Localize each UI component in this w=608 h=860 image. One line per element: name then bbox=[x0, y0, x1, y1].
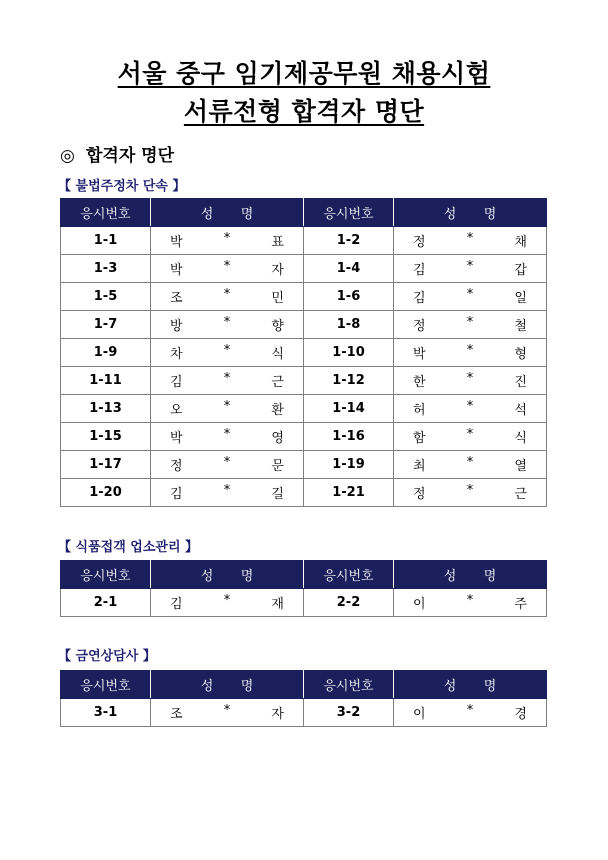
header-row bbox=[61, 671, 547, 699]
header-row bbox=[61, 561, 547, 589]
applicant-no: 1-16 bbox=[304, 423, 394, 451]
header-name-a: 성 bbox=[200, 679, 214, 694]
applicant-name bbox=[394, 339, 547, 367]
section-label: 【 금연상담사 】 bbox=[58, 649, 156, 664]
name-parts bbox=[394, 399, 546, 418]
header-name bbox=[394, 199, 547, 227]
name-char: 자 bbox=[271, 707, 284, 722]
double-circle-icon: ◎ bbox=[60, 146, 75, 166]
name-parts bbox=[151, 427, 303, 446]
applicant-no: 1-12 bbox=[304, 367, 394, 395]
name-char: 박 bbox=[170, 235, 183, 250]
table-row bbox=[61, 423, 547, 451]
header-name bbox=[151, 671, 304, 699]
name-parts bbox=[394, 231, 546, 250]
applicant-name bbox=[394, 423, 547, 451]
name-char: 식 bbox=[514, 431, 527, 446]
name-char: 진 bbox=[514, 375, 527, 390]
name-char: 정 bbox=[170, 459, 183, 474]
applicant-no: 1-14 bbox=[304, 395, 394, 423]
name-char: 최 bbox=[413, 459, 426, 474]
name-parts bbox=[394, 703, 546, 722]
table-row bbox=[61, 283, 547, 311]
applicant-no: 1-4 bbox=[304, 255, 394, 283]
mask-asterisk: * bbox=[466, 455, 474, 470]
name-parts bbox=[151, 399, 303, 418]
name-char: 조 bbox=[170, 707, 183, 722]
applicant-no: 1-11 bbox=[61, 367, 151, 395]
name-char: 표 bbox=[271, 235, 284, 250]
mask-asterisk: * bbox=[466, 399, 474, 414]
name-char: 차 bbox=[170, 347, 183, 362]
applicant-name bbox=[394, 479, 547, 507]
mask-asterisk: * bbox=[223, 399, 231, 414]
mask-asterisk: * bbox=[466, 703, 474, 718]
name-char: 박 bbox=[170, 263, 183, 278]
name-char: 식 bbox=[271, 347, 284, 362]
applicant-name bbox=[151, 283, 304, 311]
applicant-name bbox=[151, 451, 304, 479]
header-name-a: 성 bbox=[443, 569, 457, 584]
applicant-no: 1-1 bbox=[61, 227, 151, 255]
table-row bbox=[61, 339, 547, 367]
applicant-no: 1-9 bbox=[61, 339, 151, 367]
name-char: 재 bbox=[271, 597, 284, 612]
header-name-b: 명 bbox=[240, 679, 254, 694]
mask-asterisk: * bbox=[223, 483, 231, 498]
header-name-b: 명 bbox=[483, 679, 497, 694]
applicant-name bbox=[394, 227, 547, 255]
applicant-name bbox=[394, 255, 547, 283]
mask-asterisk: * bbox=[466, 315, 474, 330]
header-name-b: 명 bbox=[483, 207, 497, 222]
name-char: 김 bbox=[170, 375, 183, 390]
header-name-a: 성 bbox=[200, 207, 214, 222]
mask-asterisk: * bbox=[223, 427, 231, 442]
applicant-name bbox=[151, 699, 304, 727]
name-char: 영 bbox=[271, 431, 284, 446]
name-char: 근 bbox=[271, 375, 284, 390]
mask-asterisk: * bbox=[466, 287, 474, 302]
applicant-name bbox=[151, 423, 304, 451]
name-char: 김 bbox=[413, 291, 426, 306]
applicant-no: 2-1 bbox=[61, 589, 151, 617]
name-char: 이 bbox=[413, 597, 426, 612]
name-parts bbox=[394, 315, 546, 334]
applicant-name bbox=[151, 339, 304, 367]
roster-table bbox=[60, 560, 547, 617]
name-parts bbox=[394, 287, 546, 306]
applicant-no: 1-19 bbox=[304, 451, 394, 479]
name-parts bbox=[151, 315, 303, 334]
header-row bbox=[61, 199, 547, 227]
section-heading-text: 합격자 명단 bbox=[86, 146, 175, 166]
name-parts bbox=[394, 427, 546, 446]
name-char: 한 bbox=[413, 375, 426, 390]
header-name-b: 명 bbox=[240, 569, 254, 584]
name-char: 환 bbox=[271, 403, 284, 418]
header-name bbox=[151, 561, 304, 589]
mask-asterisk: * bbox=[466, 483, 474, 498]
applicant-no: 1-5 bbox=[61, 283, 151, 311]
name-parts bbox=[394, 483, 546, 502]
name-parts bbox=[151, 259, 303, 278]
name-char: 석 bbox=[514, 403, 527, 418]
mask-asterisk: * bbox=[466, 231, 474, 246]
name-char: 이 bbox=[413, 707, 426, 722]
name-char: 허 bbox=[413, 403, 426, 418]
header-name bbox=[151, 199, 304, 227]
applicant-no: 1-8 bbox=[304, 311, 394, 339]
name-char: 김 bbox=[413, 263, 426, 278]
name-parts bbox=[394, 593, 546, 612]
header-applicant-no: 응시번호 bbox=[304, 671, 394, 699]
mask-asterisk: * bbox=[466, 593, 474, 608]
mask-asterisk: * bbox=[223, 315, 231, 330]
applicant-no: 1-10 bbox=[304, 339, 394, 367]
table-row bbox=[61, 367, 547, 395]
name-parts bbox=[394, 455, 546, 474]
header-name-b: 명 bbox=[240, 207, 254, 222]
table-row bbox=[61, 311, 547, 339]
applicant-no: 1-15 bbox=[61, 423, 151, 451]
name-char: 박 bbox=[170, 431, 183, 446]
table-row bbox=[61, 227, 547, 255]
table-row bbox=[61, 255, 547, 283]
applicant-name bbox=[151, 589, 304, 617]
name-char: 길 bbox=[271, 487, 284, 502]
section-label: 【 식품접객 업소관리 】 bbox=[58, 540, 199, 555]
applicant-no: 1-21 bbox=[304, 479, 394, 507]
mask-asterisk: * bbox=[466, 371, 474, 386]
name-parts bbox=[151, 231, 303, 250]
header-name-a: 성 bbox=[443, 679, 457, 694]
mask-asterisk: * bbox=[466, 259, 474, 274]
name-char: 열 bbox=[514, 459, 527, 474]
name-char: 조 bbox=[170, 291, 183, 306]
name-char: 근 bbox=[514, 487, 527, 502]
name-char: 철 bbox=[514, 319, 527, 334]
applicant-no: 1-20 bbox=[61, 479, 151, 507]
document-title-line1: 서울 중구 임기제공무원 채용시험 bbox=[117, 59, 491, 88]
applicant-no: 1-17 bbox=[61, 451, 151, 479]
name-parts bbox=[394, 259, 546, 278]
header-applicant-no: 응시번호 bbox=[304, 199, 394, 227]
applicant-name bbox=[151, 395, 304, 423]
applicant-name bbox=[394, 451, 547, 479]
name-parts bbox=[151, 287, 303, 306]
name-char: 박 bbox=[413, 347, 426, 362]
name-char: 경 bbox=[514, 707, 527, 722]
name-char: 김 bbox=[170, 597, 183, 612]
applicant-name bbox=[151, 311, 304, 339]
applicant-name bbox=[394, 395, 547, 423]
applicant-name bbox=[394, 699, 547, 727]
mask-asterisk: * bbox=[223, 371, 231, 386]
header-name-a: 성 bbox=[200, 569, 214, 584]
document-title-line2: 서류전형 합격자 명단 bbox=[183, 97, 425, 126]
mask-asterisk: * bbox=[466, 427, 474, 442]
mask-asterisk: * bbox=[223, 343, 231, 358]
applicant-name bbox=[394, 311, 547, 339]
mask-asterisk: * bbox=[223, 455, 231, 470]
name-parts bbox=[394, 343, 546, 362]
name-char: 향 bbox=[271, 319, 284, 334]
header-applicant-no: 응시번호 bbox=[61, 199, 151, 227]
section-heading bbox=[60, 141, 174, 166]
roster-table bbox=[60, 670, 547, 727]
applicant-no: 1-2 bbox=[304, 227, 394, 255]
applicant-name bbox=[151, 367, 304, 395]
mask-asterisk: * bbox=[223, 593, 231, 608]
roster-table bbox=[60, 198, 547, 507]
name-parts bbox=[151, 343, 303, 362]
applicant-name bbox=[394, 283, 547, 311]
mask-asterisk: * bbox=[223, 231, 231, 246]
header-name-b: 명 bbox=[483, 569, 497, 584]
mask-asterisk: * bbox=[223, 703, 231, 718]
header-name-a: 성 bbox=[443, 207, 457, 222]
table-row bbox=[61, 479, 547, 507]
name-char: 문 bbox=[271, 459, 284, 474]
name-char: 주 bbox=[514, 597, 527, 612]
name-char: 함 bbox=[413, 431, 426, 446]
applicant-no: 3-1 bbox=[61, 699, 151, 727]
header-applicant-no: 응시번호 bbox=[61, 671, 151, 699]
table-row bbox=[61, 451, 547, 479]
name-parts bbox=[151, 703, 303, 722]
name-char: 갑 bbox=[514, 263, 527, 278]
applicant-no: 3-2 bbox=[304, 699, 394, 727]
name-char: 일 bbox=[514, 291, 527, 306]
table-row bbox=[61, 395, 547, 423]
name-char: 김 bbox=[170, 487, 183, 502]
header-name bbox=[394, 561, 547, 589]
header-name bbox=[394, 671, 547, 699]
table-row bbox=[61, 699, 547, 727]
name-char: 오 bbox=[170, 403, 183, 418]
applicant-name bbox=[151, 479, 304, 507]
table-row bbox=[61, 589, 547, 617]
name-char: 채 bbox=[514, 235, 527, 250]
section-label: 【 불법주정차 단속 】 bbox=[58, 179, 186, 194]
header-applicant-no: 응시번호 bbox=[61, 561, 151, 589]
name-char: 형 bbox=[514, 347, 527, 362]
name-parts bbox=[151, 483, 303, 502]
name-parts bbox=[394, 371, 546, 390]
name-char: 정 bbox=[413, 235, 426, 250]
name-char: 민 bbox=[271, 291, 284, 306]
name-parts bbox=[151, 371, 303, 390]
applicant-name bbox=[394, 367, 547, 395]
applicant-no: 1-7 bbox=[61, 311, 151, 339]
mask-asterisk: * bbox=[223, 259, 231, 274]
applicant-no: 2-2 bbox=[304, 589, 394, 617]
name-char: 방 bbox=[170, 319, 183, 334]
name-parts bbox=[151, 455, 303, 474]
name-parts bbox=[151, 593, 303, 612]
applicant-no: 1-13 bbox=[61, 395, 151, 423]
mask-asterisk: * bbox=[466, 343, 474, 358]
header-applicant-no: 응시번호 bbox=[304, 561, 394, 589]
name-char: 자 bbox=[271, 263, 284, 278]
applicant-no: 1-3 bbox=[61, 255, 151, 283]
mask-asterisk: * bbox=[223, 287, 231, 302]
name-char: 정 bbox=[413, 487, 426, 502]
applicant-no: 1-6 bbox=[304, 283, 394, 311]
applicant-name bbox=[151, 227, 304, 255]
applicant-name bbox=[151, 255, 304, 283]
name-char: 정 bbox=[413, 319, 426, 334]
applicant-name bbox=[394, 589, 547, 617]
